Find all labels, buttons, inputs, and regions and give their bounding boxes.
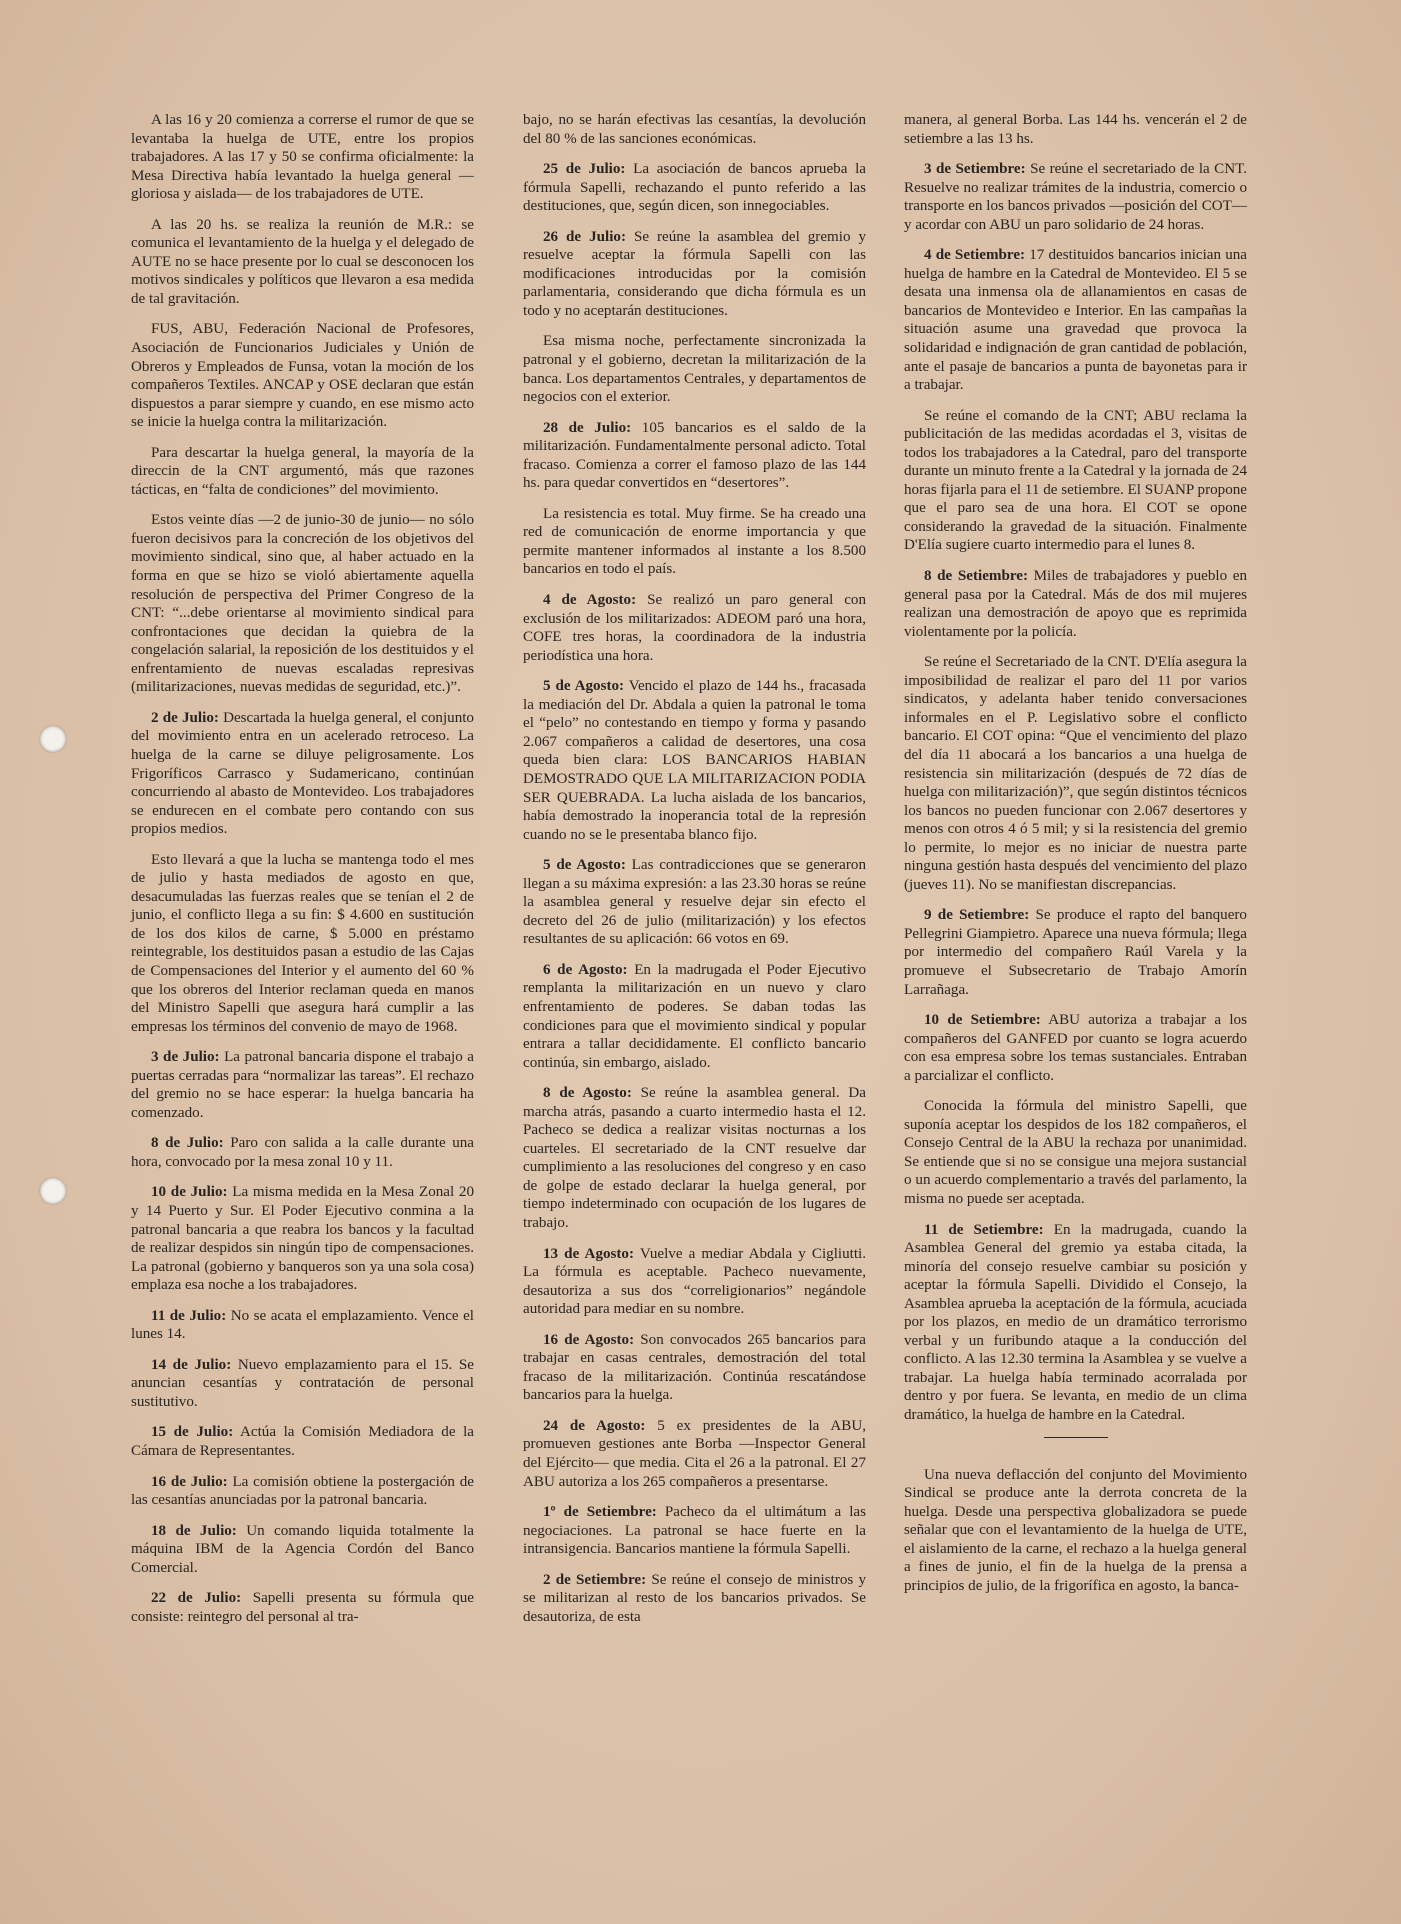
paragraph-text: 5 ex presidentes de la ABU, promueven gestiones ante Borba —Inspector General del Ejército— que media. Cita el 26 a la patronal. El 27 ABU autoriza a los 265 compañeros a presentarse. <box>523 1417 866 1490</box>
paragraph-text: Las contradicciones que se generaron llegan a su máxima expresión: a las 23.30 horas se reúne la asamblea general y resuelve dejar sin efecto el decreto del 26 de julio (militarización) y los efectos resultantes de su aplicación: 66 votos en 69. <box>523 857 867 948</box>
paragraph-text: Miles de trabajadores y pueblo en general pasa por la Catedral. Más de dos mil mujeres realizan una demostración de apoyo que es reprimida violentamente por la policía. <box>904 568 1247 640</box>
paragraph <box>523 677 866 844</box>
paragraph-text: Para descartar la huelga general, la mayoría de la direccin de la CNT argumentó, más que razones tácticas, en “falta de condiciones” del movimiento. <box>131 444 474 498</box>
paragraph <box>131 111 474 204</box>
entry-date: 4 de Setiembre: <box>924 247 1026 264</box>
paragraph-text: Una nueva deflacción del conjunto del Movimiento Sindical se produce ante la derrota concreta de la huelga. Desde una perspectiva globalizadora se puede señalar que con el levantamiento de la huelga de UTE, el aislamiento de la carne, el rechazo a la huelga general a fines de junio, el fin de la huelga de la prensa a principios de julio, de la frigorífica en agosto, la banca- <box>904 1466 1247 1594</box>
entry-date: 4 de Agosto: <box>543 592 637 609</box>
entry-date: 9 de Setiembre: <box>924 907 1030 924</box>
text-column-right <box>904 111 1247 1607</box>
entry-date: 13 de Agosto: <box>543 1245 635 1262</box>
paragraph-text: A las 20 hs. se realiza la reunión de M.R.: se comunica el levantamiento de la huelga y el delegado de AUTE no se hace presente por lo cual se desconocen los motivos sindicales y políticos que llevaron a esa medida de tal gravitación. <box>131 216 474 307</box>
paragraph-text: No se acata el emplazamiento. Vence el lunes 14. <box>131 1307 474 1343</box>
paragraph-text: bajo, no se harán efectivas las cesantías, la devolución del 80 % de las sanciones económicas. <box>523 112 866 147</box>
paragraph-text: Se reúne la asamblea del gremio y resuelve aceptar la fórmula Sapelli con las modificaciones introducidas por la comisión parlamentaria, considerando que dicha fórmula es un todo y no aceptarán destituciones. <box>523 228 866 319</box>
paragraph-text: Conocida la fórmula del ministro Sapelli, que suponía aceptar los despidos de los 182 compañeros, el Consejo Central de la ABU la rechaza por unanimidad. Se entiende que si no se consigue una mejora sustancial o un acuerdo complementario a través del parlamento, la misma no puede ser aceptada. <box>904 1098 1247 1207</box>
entry-date: 28 de Julio: <box>543 419 632 436</box>
entry-date: 8 de Agosto: <box>543 1085 632 1102</box>
paragraph <box>904 111 1247 148</box>
paragraph <box>131 216 474 309</box>
paragraph-text: A las 16 y 20 comienza a correrse el rumor de que se levantaba la huelga de UTE, entre los propios trabajadores. A las 17 y 50 se confirma oficialmente: la Mesa Directiva había levantado la huelga general —gloriosa y aislada— de los trabajadores de UTE. <box>131 112 474 203</box>
paragraph-text: La comisión obtiene la postergación de las cesantías anunciadas por la patronal bancaria. <box>131 1473 474 1509</box>
paragraph <box>904 1011 1247 1085</box>
paragraph-text: Esa misma noche, perfectamente sincronizada la patronal y el gobierno, decretan la militarización de la banca. Los departamentos Centrales, y departamentos de negocios con el exterior. <box>523 333 866 406</box>
entry-date: 14 de Julio: <box>151 1356 232 1373</box>
paragraph <box>523 332 866 406</box>
text-column-left <box>131 111 474 1638</box>
paragraph-text: En la madrugada, cuando la Asamblea General del gremio ya estaba citada, la minoría del consejo resuelve cambiar su posición y aceptar la fórmula Sapelli. Dividido el Consejo, la Asamblea aprueba la aceptación de la fórmula, acuciada por los plazos, en medio de un dramático terrorismo verbal y un furibundo ataque a la conducción del conflicto. A las 12.30 termina la Asamblea y se vuelve a trabajar. La huelga había terminado acorralada por dentro y por fuera. Se levanta, en medio de un clima dramático, la huelga de hambre en la Catedral. <box>904 1221 1247 1423</box>
paragraph <box>523 228 866 321</box>
entry-date: 10 de Setiembre: <box>924 1012 1041 1029</box>
paragraph-text: Vuelve a mediar Abdala y Cigliutti. La fórmula es aceptable. Pacheco nuevamente, desautoriza a sus dos “correligionarios” negándole autoridad para mediar en su nombre. <box>523 1245 866 1318</box>
punch-hole-top <box>40 726 66 752</box>
section-divider <box>1044 1437 1108 1438</box>
entry-date: 5 de Agosto: <box>543 857 626 874</box>
paragraph <box>131 1522 474 1578</box>
entry-date: 3 de Setiembre: <box>924 161 1026 178</box>
paragraph-text: Se realizó un paro general con exclusión de los militarizados: ADEOM paró una hora, COFE tres horas, la coordinadora de la industria periodística una hora. <box>523 592 866 664</box>
paragraph-text: Son convocados 265 bancarios para trabajar en casas centrales, demostración del total fracaso de la militarización. Continúa rescatándose bancarios para la huelga. <box>523 1331 866 1404</box>
paragraph-text: La patronal bancaria dispone el trabajo a puertas cerradas para “normalizar las tareas”. El rechazo del gremio no se hace esperar: la huelga bancaria ha comenzado. <box>131 1049 475 1121</box>
paragraph-text: Vencido el plazo de 144 hs., fracasada la mediación del Dr. Abdala a quien la patronal le toma el “pelo” no contestando en tiempo y forma y pasando 2.067 compañeros a calidad de desertores, una cosa queda bien clara: LOS BANCARIOS HABIAN DEMOSTRADO QUE LA MILITARIZACION PODIA SER QUEBRADA. La lucha aislada de los bancarios, había demostrado la inoperancia total de la represión cuando no se le presentaba blanco fijo. <box>523 678 866 843</box>
entry-date: 24 de Agosto: <box>543 1417 646 1434</box>
paragraph-text: ABU autoriza a trabajar a los compañeros del GANFED por cuanto se logra acuerdo con esa empresa sobre los temas sustanciales. Entraban a parcializar el conflicto. <box>904 1012 1247 1084</box>
paragraph <box>904 906 1247 999</box>
paragraph <box>523 1417 866 1491</box>
entry-date: 8 de Julio: <box>151 1135 224 1152</box>
paragraph <box>523 419 866 493</box>
entry-date: 3 de Julio: <box>151 1049 220 1066</box>
paragraph-text: Esto llevará a que la lucha se mantenga todo el mes de julio y hasta mediados de agosto en que, desacumuladas las fuerzas reales que se tenían el 2 de junio, el conflicto llega a su fin: $ 4.600 en sustitución de los dos kilos de carne, $ 5.000 en préstamo reintegrable, los destituidos pasan a estudio de las Cajas de Compensaciones del Interior y el aumento del 60 % que los obreros del Interior reclaman queda en manos del Ministro Sapelli que asegura hará cumplir a las empresas los términos del convenio de mayo de 1968. <box>131 851 474 1035</box>
entry-date: 8 de Setiembre: <box>924 568 1029 585</box>
paragraph-text: Descartada la huelga general, el conjunto del movimiento entra en un acelerado retroceso. La huelga de la carne se diluye peligrosamente. Los Frigoríficos Carrasco y Sudamericano, continúan concurriendo al abasto de Montevideo. Los trabajadores se endurecen en el combate pero contando con sus propios medios. <box>131 709 474 838</box>
paragraph <box>523 1571 866 1627</box>
paragraph <box>523 1084 866 1232</box>
paragraph <box>131 1183 474 1294</box>
paragraph-text: Se reúne el comando de la CNT; ABU reclama la publicitación de las medidas acordadas el 3, visitas de todos los trabajadores a la Catedral, paro del transporte durante un minuto frente a la Catedral y la jornada de 24 horas fijarla para el 11 de setiembre. El SUANP propone que el paro sea de una hora. El COT se opone considerando la gravedad de la situación. Finalmente D'Elía sugiere cuarto intermedio para el lunes 8. <box>904 407 1247 554</box>
entry-date: 15 de Julio: <box>151 1424 234 1441</box>
paragraph <box>523 591 866 665</box>
paragraph <box>904 246 1247 394</box>
paragraph-text: Estos veinte días —2 de junio-30 de junio— no sólo fueron decisivos para la concreción de los objetivos del movimiento sindical, sino que, al haber actuado en la forma en que se hizo se violó abiertamente aquella resolución de perspectiva del Primer Congreso de la CNT: “...debe orientarse al movimiento sindical para confrontaciones que decidan la quiebra de la congelación salarial, la reposición de los destituidos y el enfrentamiento de nuevas escaladas represivas (militarizaciones, nuevas medidas de seguridad, etc.)”. <box>131 512 474 696</box>
paragraph-text: Pacheco da el ultimátum a las negociaciones. La patronal se hace fuerte en la intransigencia. Bancarios mantiene la fórmula Sapelli. <box>523 1504 866 1558</box>
entry-date: 16 de Agosto: <box>543 1331 635 1348</box>
paragraph-text: Se reúne el secretariado de la CNT. Resuelve no realizar trámites de la industria, comercio o transporte en los bancos privados —posición del COT— y acordar con ABU un paro solidario de 24 horas. <box>904 161 1247 233</box>
punch-hole-bottom <box>40 1178 66 1204</box>
paragraph <box>523 111 866 148</box>
paragraph-text: FUS, ABU, Federación Nacional de Profesores, Asociación de Funcionarios Judiciales y Unión de Obreros y Empleados de Funsa, votan la moción de los compañeros Textiles. ANCAP y OSE declaran que están dispuestos a parar siempre y cuando, en ese mismo acto se inicie la huelga contra la militarización. <box>131 321 474 431</box>
text-column-middle <box>523 111 866 1638</box>
paragraph <box>131 1589 474 1626</box>
paragraph <box>904 407 1247 555</box>
paragraph <box>131 1473 474 1510</box>
entry-date: 5 de Agosto: <box>543 678 625 695</box>
paragraph <box>904 1221 1247 1425</box>
entry-date: 16 de Julio: <box>151 1473 228 1490</box>
entry-date: 1º de Setiembre: <box>543 1504 657 1521</box>
paragraph <box>131 1307 474 1344</box>
paragraph-text: 17 destituidos bancarios inician una huelga de hambre en la Catedral de Montevideo. El 5 se desata una inmensa ola de allanamientos en casas de bancarios de Montevideo e Interior. En las campañas la situación asume una gravedad que provoca la solidaridad e indignación de gran cantidad de población, ante el pasaje de bancarios a punta de bayonetas para ir a trabajar. <box>904 247 1247 394</box>
paragraph-text: Se reúne la asamblea general. Da marcha atrás, pasando a cuarto intermedio hasta el 12. Pacheco se dedica a realizar visitas nocturnas a los cuarteles. El secretariado de la CNT resuelve dar cumplimiento a las resoluciones del congreso y en caso de golpe de estado declarar la huelga general, por tiempo indeterminado con ocupación de los lugares de trabajo. <box>523 1085 866 1231</box>
paragraph <box>523 856 866 949</box>
paragraph <box>131 511 474 696</box>
paragraph <box>904 653 1247 894</box>
paragraph-text: Se reúne el Secretariado de la CNT. D'Elía asegura la imposibilidad de realizar el paro del 11 por varios sindicatos, y adelanta haber tenido conversaciones informales en el P. Legislativo sobre el conflicto bancario. El COT opina: “Que el vencimiento del plazo del día 11 abocará a los bancarios a una huelga de resistencia sin militarización (después de 72 días de huelga con militarización)”, que según distintos técnicos los bancos no pueden funcionar con 2.067 desertores y menos con otros 4 ó 5 mil; y si la resistencia del gremio lo permite, lo mejor es no iniciar de nuestra parte ninguna gestión hasta después del vencimiento del plazo (jueves 11). No se manifiestan discrepancias. <box>904 654 1247 893</box>
paragraph <box>131 1134 474 1171</box>
entry-date: 11 de Julio: <box>151 1307 227 1324</box>
paragraph-text: En la madrugada el Poder Ejecutivo remplanta la militarización en un nuevo y claro enfrentamiento de poderes. Se daban todas las condiciones para que el movimiento sindical y popular entrara a tallar decididamente. El conflicto bancario continúa, sin embargo, aislado. <box>523 961 867 1071</box>
paragraph-text: Actúa la Comisión Mediadora de la Cámara de Representantes. <box>131 1424 474 1459</box>
paragraph <box>131 1048 474 1122</box>
paragraph <box>904 1097 1247 1208</box>
paragraph <box>131 1356 474 1412</box>
entry-date: 2 de Setiembre: <box>543 1571 647 1588</box>
paragraph <box>904 160 1247 234</box>
paragraph-text: La misma medida en la Mesa Zonal 20 y 14 Puerto y Sur. El Poder Ejecutivo conmina a la patronal bancaria a que reabra los bancos y la facultad de realizar despidos sin ningún tipo de compensaciones. La patronal (gobierno y banqueros son ya una sola cosa) emplaza esa noche a los trabajadores. <box>131 1184 474 1294</box>
paragraph-text: Sapelli presenta su fórmula que consiste: reintegro del personal al tra- <box>131 1590 474 1625</box>
entry-date: 6 de Agosto: <box>543 961 628 978</box>
paragraph <box>131 320 474 431</box>
paragraph-text: Se reúne el consejo de ministros y se militarizan al resto de los bancarios privados. Se desautoriza, de esta <box>523 1571 866 1625</box>
paragraph <box>523 961 866 1072</box>
paragraph <box>523 505 866 579</box>
paragraph <box>523 1331 866 1405</box>
paragraph-text: Se produce el rapto del banquero Pellegrini Giampietro. Aparece una nueva fórmula; llega por intermedio del compañero Raúl Varela y la promueve el Subsecretario de Trabajo Amorín Larrañaga. <box>904 907 1247 998</box>
entry-date: 25 de Julio: <box>543 161 626 178</box>
entry-date: 26 de Julio: <box>543 228 626 245</box>
paragraph <box>523 160 866 216</box>
paragraph-text: La resistencia es total. Muy firme. Se ha creado una red de comunicación de enorme importancia y que permite mantener informados al instante a los 8.500 bancarios en todo el país. <box>523 505 866 578</box>
paragraph <box>904 567 1247 641</box>
paragraph-text: La asociación de bancos aprueba la fórmula Sapelli, rechazando el punto referido a las destituciones, que, según dicen, son innegociables. <box>523 161 866 215</box>
paragraph-text: Paro con salida a la calle durante una hora, convocado por la mesa zonal 10 y 11. <box>131 1135 474 1170</box>
paragraph-text: 105 bancarios es el saldo de la militarización. Fundamentalmente personal adicto. Total fracaso. Comienza a correr el famoso plazo de las 144 hs. para quedar convertidos en “desertores”. <box>523 419 867 492</box>
entry-date: 18 de Julio: <box>151 1522 237 1539</box>
paragraph <box>523 1245 866 1319</box>
paragraph-text: Nuevo emplazamiento para el 15. Se anuncian cesantías y contratación de personal sustitutivo. <box>131 1356 474 1410</box>
paragraph-text: manera, al general Borba. Las 144 hs. vencerán el 2 de setiembre a las 13 hs. <box>904 112 1247 147</box>
paragraph-text: Un comando liquida totalmente la máquina IBM de la Agencia Cordón del Banco Comercial. <box>131 1522 474 1576</box>
entry-date: 22 de Julio: <box>151 1590 242 1607</box>
entry-date: 11 de Setiembre: <box>924 1221 1044 1238</box>
paragraph <box>131 851 474 1036</box>
paragraph <box>523 1503 866 1559</box>
entry-date: 2 de Julio: <box>151 709 219 726</box>
entry-date: 10 de Julio: <box>151 1184 228 1201</box>
paragraph <box>904 1466 1247 1596</box>
paragraph <box>131 1423 474 1460</box>
paragraph <box>131 444 474 500</box>
paragraph <box>131 709 474 839</box>
